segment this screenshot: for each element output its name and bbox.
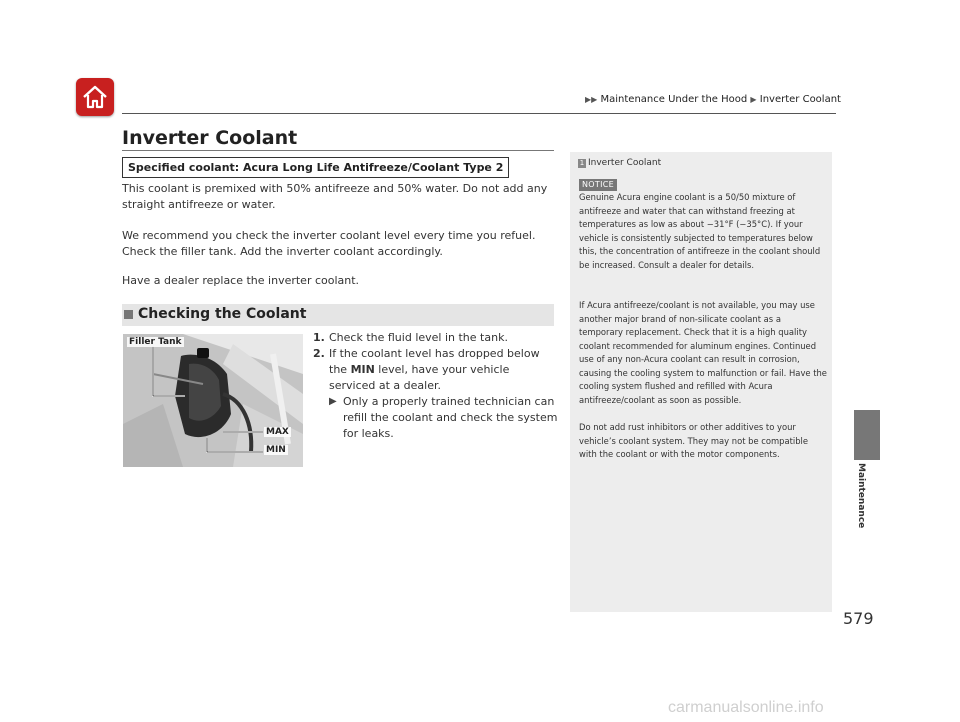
page-title: Inverter Coolant: [122, 127, 298, 149]
breadcrumb: [585, 94, 841, 105]
check-level-paragraph: We recommend you check the inverter coolant level every time you refuel. Check the filler tank. Add the inverter coolant accordingly.: [122, 229, 536, 258]
min-keyword: MIN: [350, 363, 375, 376]
note-marker-icon: 1: [579, 159, 585, 167]
dealer-replace-paragraph: Have a dealer replace the inverter coolant.: [122, 274, 360, 287]
coolant-tank-illustration: [123, 334, 303, 467]
breadcrumb-item-inverter-coolant[interactable]: Inverter Coolant: [759, 94, 841, 105]
specified-coolant-box: Specified coolant: Acura Long Life Antifreeze/Coolant Type 2: [122, 157, 509, 178]
premix-paragraph: This coolant is premixed with 50% antifreeze and 50% water. Do not add any straight antifreeze or water.: [122, 182, 548, 211]
step-number: 2.: [313, 347, 325, 360]
section-title: Checking the Coolant: [138, 306, 307, 322]
side-note-title-text: Inverter Coolant: [588, 158, 662, 168]
step-item: [313, 346, 558, 394]
step-text: Check the fluid level in the tank.: [329, 331, 508, 344]
step-item: [313, 330, 558, 346]
side-note-genuine-coolant: Genuine Acura engine coolant is a 50/50 mixture of antifreeze and water that can withstand freezing at temperatures as low as about −31°F (−35°C). If your vehicle is consistently subjected to temperatures below this, the concentration of antifreeze in the coolant should be increased. Consult a dealer for details.: [579, 192, 821, 270]
maintenance-tab-label: Maintenance: [856, 463, 866, 529]
title-divider: [122, 150, 554, 151]
substep-item: [313, 394, 558, 442]
substep-text: Only a properly trained technician can refill the coolant and check the system for leaks.: [343, 395, 558, 440]
breadcrumb-arrow-icon: ▶: [750, 95, 757, 104]
side-note-alternative-coolant: If Acura antifreeze/coolant is not available, you may use another major brand of non-silicate coolant as a temporary replacement. Check that it is a high quality coolant recommended for aluminum engines. Continued use of any non-Acura coolant can result in corrosion, causing the cooling system to malfunction or fail. Have the cooling system flushed and refilled with Acura antifreeze/coolant as soon as possible.: [579, 300, 827, 405]
notice-badge: NOTICE: [579, 179, 617, 191]
min-level-label: MIN: [266, 445, 286, 455]
side-note-title: [578, 158, 661, 168]
step-text: If the coolant level has dropped below the: [329, 347, 540, 376]
step-text-cont: level, have your vehicle serviced at a dealer.: [329, 363, 510, 392]
side-note-no-additives: Do not add rust inhibitors or other additives to your vehicle’s coolant system. They may not be compatible with the coolant or with the motor components.: [579, 422, 809, 459]
home-button[interactable]: [76, 78, 114, 116]
max-level-label: MAX: [266, 427, 289, 437]
watermark: carmanualsonline.info: [668, 699, 824, 716]
maintenance-tab[interactable]: [854, 410, 880, 460]
section-header-checking-coolant: [122, 304, 554, 326]
section-square-icon: [124, 310, 133, 319]
home-icon: [80, 82, 110, 112]
breadcrumb-item-maintenance-under-hood[interactable]: Maintenance Under the Hood: [600, 94, 748, 105]
filler-tank-label: Filler Tank: [129, 337, 182, 347]
header-divider: [122, 113, 836, 114]
steps-list: [313, 330, 558, 442]
breadcrumb-arrow-icon: ▶▶: [585, 95, 598, 104]
page-number: 579: [843, 609, 874, 628]
triangle-bullet-icon: ▶: [329, 396, 337, 407]
step-number: 1.: [313, 331, 325, 344]
